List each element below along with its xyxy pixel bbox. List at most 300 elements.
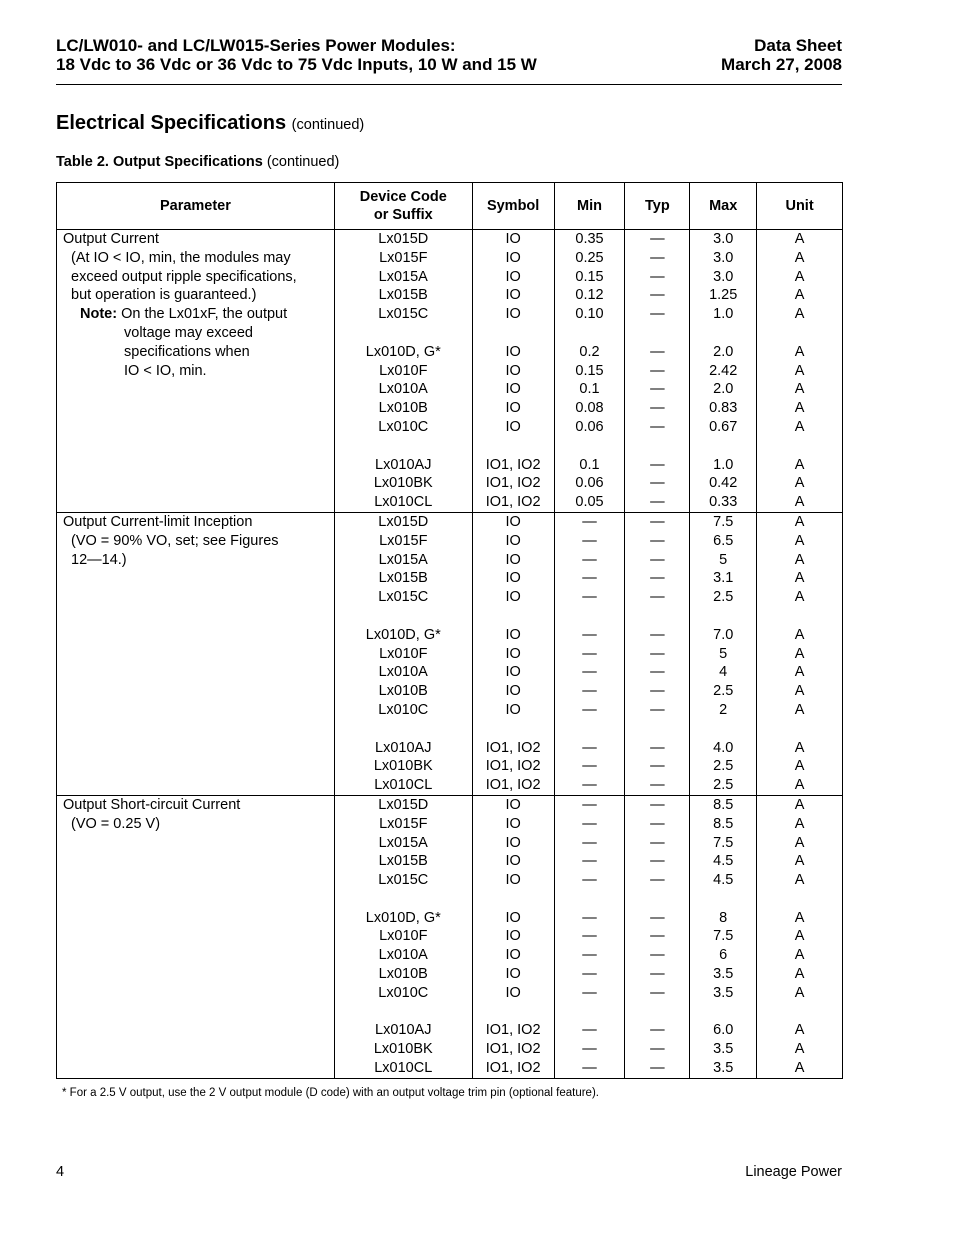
min-value: —: [582, 701, 597, 718]
min-value: 0.35: [575, 231, 604, 247]
unit-value: A: [794, 947, 805, 964]
typ-value: —: [650, 796, 665, 813]
device-code-value: Lx010A: [378, 381, 428, 398]
parameter-line: Output Current: [63, 231, 159, 247]
parameter-cell: [57, 795, 335, 1078]
max-value: 7.0: [713, 626, 734, 643]
symbol-value: IO: [505, 815, 521, 832]
device-code-value: Lx010F: [379, 362, 428, 379]
blank-line: [335, 720, 472, 739]
typ-value: —: [650, 513, 665, 530]
table-caption-text: Table 2. Output Specifications: [56, 154, 263, 170]
col-header-device-line1: Device Code: [359, 189, 447, 205]
unit-value: A: [794, 777, 805, 794]
col-header-max: Max: [690, 183, 757, 230]
min-value: —: [582, 570, 597, 587]
min-value: 0.12: [575, 287, 604, 304]
max-value: 3.1: [713, 570, 734, 587]
symbol-value: IO: [505, 589, 521, 606]
typ-value: —: [650, 683, 665, 700]
typ-value: —: [650, 1060, 665, 1077]
blank-line: [473, 720, 554, 739]
unit-value: A: [794, 815, 805, 832]
typ-value: —: [650, 928, 665, 945]
unit-value: A: [794, 287, 805, 304]
typ-value: —: [650, 626, 665, 643]
col-header-device-line2: or Suffix: [373, 207, 433, 223]
unit-value: A: [794, 231, 805, 247]
blank-line: [473, 1003, 554, 1022]
max-value: 4.5: [713, 853, 734, 870]
symbol-value: IO: [505, 418, 521, 435]
parameter-line: specifications when: [124, 343, 250, 360]
device-code-value: Lx010B: [378, 400, 428, 417]
symbol-value: IO: [505, 343, 521, 360]
unit-value: A: [794, 853, 805, 870]
blank-line: [625, 324, 689, 343]
unit-value: A: [794, 513, 805, 530]
max-value: 2.5: [713, 758, 734, 775]
symbol-value: IO: [505, 532, 521, 549]
symbol-value: IO: [505, 268, 521, 285]
min-value: 0.1: [579, 381, 600, 398]
min-value: —: [582, 551, 597, 568]
device-code-value: Lx015A: [378, 268, 428, 285]
spec-group-row: [57, 230, 843, 513]
device-code-value: Lx015F: [379, 532, 428, 549]
symbol-value: IO: [505, 287, 521, 304]
max-value: 3.0: [713, 249, 734, 266]
blank-line: [625, 437, 689, 456]
device-code-value: Lx015C: [378, 306, 429, 323]
typ-cell: [625, 512, 690, 795]
typ-value: —: [650, 381, 665, 398]
device-code-value: Lx010BK: [373, 475, 433, 492]
device-code-value: Lx010C: [378, 701, 429, 718]
blank-line: [625, 890, 689, 909]
symbol-value: IO: [505, 834, 521, 851]
device-code-value: Lx010AJ: [375, 1022, 432, 1039]
min-value: 0.2: [579, 343, 600, 360]
table-body: [57, 230, 843, 1079]
max-value: 3.5: [713, 966, 734, 983]
doc-date: March 27, 2008: [721, 55, 842, 74]
typ-value: —: [650, 343, 665, 360]
unit-value: A: [794, 532, 805, 549]
document-meta: [721, 36, 842, 74]
unit-value: A: [794, 909, 805, 926]
min-cell: [554, 230, 625, 513]
symbol-cell: [472, 512, 554, 795]
symbol-value: IO: [505, 966, 521, 983]
typ-cell: [625, 795, 690, 1078]
min-value: 0.25: [575, 249, 604, 266]
unit-value: A: [794, 739, 805, 756]
device-code-value: Lx010B: [378, 966, 428, 983]
min-value: —: [582, 966, 597, 983]
unit-value: A: [794, 589, 805, 606]
col-header-min: Min: [554, 183, 625, 230]
unit-value: A: [794, 551, 805, 568]
typ-value: —: [650, 268, 665, 285]
symbol-value: IO: [505, 853, 521, 870]
unit-value: A: [794, 626, 805, 643]
typ-value: —: [650, 306, 665, 323]
device-code-value: Lx010BK: [373, 1041, 433, 1058]
min-value: 0.06: [575, 418, 604, 435]
unit-value: A: [794, 343, 805, 360]
parameter-line: voltage may exceed: [124, 324, 253, 341]
symbol-value: IO: [505, 249, 521, 266]
unit-value: A: [794, 758, 805, 775]
typ-value: —: [650, 400, 665, 417]
max-value: 2.5: [713, 777, 734, 794]
device-code-value: Lx010AJ: [375, 456, 432, 473]
symbol-value: IO: [505, 306, 521, 323]
device-code-value: Lx010C: [378, 418, 429, 435]
min-value: —: [582, 777, 597, 794]
max-value: 1.25: [709, 287, 738, 304]
blank-line: [757, 607, 842, 626]
blank-line: [335, 437, 472, 456]
symbol-value: IO: [505, 645, 521, 662]
symbol-value: IO: [505, 683, 521, 700]
symbol-value: IO: [505, 400, 521, 417]
blank-line: [555, 607, 625, 626]
typ-value: —: [650, 645, 665, 662]
col-header-symbol: Symbol: [472, 183, 554, 230]
footer-company: Lineage Power: [745, 1164, 842, 1180]
symbol-value: IO: [505, 984, 521, 1001]
min-value: —: [582, 796, 597, 813]
min-value: —: [582, 853, 597, 870]
min-value: —: [582, 664, 597, 681]
device-code-cell: [334, 795, 472, 1078]
min-value: —: [582, 739, 597, 756]
document-title: [56, 36, 537, 74]
max-value: 4.5: [713, 872, 734, 889]
symbol-value: IO: [505, 513, 521, 530]
max-value: 0.33: [709, 494, 738, 511]
blank-line: [473, 890, 554, 909]
blank-line: [690, 1003, 756, 1022]
symbol-value: IO: [505, 626, 521, 643]
device-code-value: Lx015A: [378, 551, 428, 568]
blank-line: [757, 890, 842, 909]
blank-line: [690, 890, 756, 909]
min-value: —: [582, 928, 597, 945]
symbol-value: IO: [505, 362, 521, 379]
symbol-value: IO: [505, 909, 521, 926]
symbol-value: IO1, IO2: [485, 1041, 541, 1058]
page-number: 4: [56, 1164, 65, 1180]
typ-value: —: [650, 815, 665, 832]
typ-value: —: [650, 758, 665, 775]
typ-value: —: [650, 475, 665, 492]
min-value: —: [582, 683, 597, 700]
max-value: 6: [719, 947, 728, 964]
blank-line: [473, 324, 554, 343]
symbol-cell: [472, 230, 554, 513]
device-code-value: Lx010AJ: [375, 739, 432, 756]
unit-value: A: [794, 701, 805, 718]
typ-value: —: [650, 739, 665, 756]
unit-value: A: [794, 834, 805, 851]
min-value: —: [582, 984, 597, 1001]
unit-value: A: [794, 1022, 805, 1039]
blank-line: [555, 890, 625, 909]
min-value: —: [582, 589, 597, 606]
max-value: 4: [719, 664, 728, 681]
min-value: —: [582, 645, 597, 662]
symbol-value: IO1, IO2: [485, 494, 541, 511]
table-caption-suffix: (continued): [266, 154, 340, 170]
max-value: 5: [719, 551, 728, 568]
parameter-line: Note: On the Lx01xF, the output: [80, 306, 288, 323]
parameter-line: IO < IO, min.: [124, 362, 207, 379]
max-value: 2.5: [713, 589, 734, 606]
max-value: 3.5: [713, 984, 734, 1001]
min-value: —: [582, 1060, 597, 1077]
blank-line: [757, 437, 842, 456]
max-value: 0.83: [709, 400, 738, 417]
typ-cell: [625, 230, 690, 513]
parameter-line: (VO = 90% VO, set; see Figures: [71, 532, 279, 549]
min-value: 0.08: [575, 400, 604, 417]
unit-value: A: [794, 664, 805, 681]
symbol-value: IO: [505, 796, 521, 813]
blank-line: [335, 890, 472, 909]
max-value: 7.5: [713, 928, 734, 945]
typ-value: —: [650, 494, 665, 511]
unit-value: A: [794, 1060, 805, 1077]
blank-line: [473, 437, 554, 456]
typ-value: —: [650, 872, 665, 889]
parameter-line: but operation is guaranteed.): [71, 287, 257, 304]
typ-value: —: [650, 551, 665, 568]
typ-value: —: [650, 1041, 665, 1058]
section-title-suffix: (continued): [291, 117, 365, 133]
max-value: 7.5: [713, 834, 734, 851]
symbol-value: IO1, IO2: [485, 758, 541, 775]
max-value: 5: [719, 645, 728, 662]
symbol-cell: [472, 795, 554, 1078]
parameter-line: 12—14.): [71, 551, 127, 568]
typ-value: —: [650, 984, 665, 1001]
device-code-value: Lx010F: [379, 645, 428, 662]
parameter-line: Output Short-circuit Current: [63, 796, 241, 813]
blank-line: [473, 607, 554, 626]
unit-value: A: [794, 249, 805, 266]
min-value: 0.05: [575, 494, 604, 511]
max-value: 4.0: [713, 739, 734, 756]
col-header-parameter: Parameter: [57, 183, 335, 230]
min-value: 0.15: [575, 268, 604, 285]
unit-value: A: [794, 928, 805, 945]
blank-line: [690, 607, 756, 626]
min-value: —: [582, 872, 597, 889]
doc-type: Data Sheet: [754, 36, 842, 55]
min-value: —: [582, 947, 597, 964]
unit-value: A: [794, 456, 805, 473]
device-code-value: Lx010CL: [374, 494, 433, 511]
device-code-value: Lx015F: [379, 249, 428, 266]
symbol-value: IO: [505, 928, 521, 945]
unit-value: A: [794, 381, 805, 398]
max-value: 0.67: [709, 418, 738, 435]
device-code-value: Lx010D, G*: [365, 626, 441, 643]
max-value: 2.0: [713, 343, 734, 360]
min-value: —: [582, 532, 597, 549]
parameter-line: (VO = 0.25 V): [71, 815, 161, 832]
unit-value: A: [794, 966, 805, 983]
parameter-line: (At IO < IO, min, the modules may: [71, 249, 291, 266]
blank-line: [335, 1003, 472, 1022]
device-code-cell: [334, 512, 472, 795]
typ-value: —: [650, 664, 665, 681]
symbol-value: IO: [505, 231, 521, 247]
symbol-value: IO1, IO2: [485, 1022, 541, 1039]
min-value: —: [582, 815, 597, 832]
section-title-text: Electrical Specifications: [56, 112, 287, 134]
unit-value: A: [794, 475, 805, 492]
device-code-value: Lx015D: [378, 796, 429, 813]
title-line-2: 18 Vdc to 36 Vdc or 36 Vdc to 75 Vdc Inputs, 10 W and 15 W: [56, 55, 537, 74]
col-header-typ: Typ: [625, 183, 690, 230]
table-caption: [56, 154, 339, 170]
symbol-value: IO: [505, 947, 521, 964]
device-code-value: Lx015C: [378, 589, 429, 606]
symbol-value: IO: [505, 872, 521, 889]
blank-line: [555, 437, 625, 456]
max-value: 8.5: [713, 796, 734, 813]
max-value: 0.42: [709, 475, 738, 492]
device-code-value: Lx010CL: [374, 777, 433, 794]
typ-value: —: [650, 947, 665, 964]
max-value: 2.5: [713, 683, 734, 700]
unit-value: A: [794, 872, 805, 889]
typ-value: —: [650, 853, 665, 870]
symbol-value: IO1, IO2: [485, 739, 541, 756]
typ-value: —: [650, 701, 665, 718]
unit-cell: [757, 230, 843, 513]
device-code-value: Lx015B: [378, 570, 428, 587]
typ-value: —: [650, 909, 665, 926]
col-header-unit: Unit: [757, 183, 843, 230]
title-line-1: LC/LW010- and LC/LW015-Series Power Modules:: [56, 36, 456, 55]
device-code-value: Lx015B: [378, 853, 428, 870]
device-code-value: Lx010A: [378, 664, 428, 681]
device-code-value: Lx010BK: [373, 758, 433, 775]
unit-value: A: [794, 984, 805, 1001]
typ-value: —: [650, 966, 665, 983]
blank-line: [555, 1003, 625, 1022]
symbol-value: IO: [505, 570, 521, 587]
device-code-value: Lx015B: [378, 287, 428, 304]
unit-cell: [757, 795, 843, 1078]
min-value: —: [582, 513, 597, 530]
typ-value: —: [650, 777, 665, 794]
typ-value: —: [650, 362, 665, 379]
unit-value: A: [794, 683, 805, 700]
unit-value: A: [794, 306, 805, 323]
max-value: 1.0: [713, 306, 734, 323]
min-value: —: [582, 1022, 597, 1039]
typ-value: —: [650, 231, 665, 247]
unit-value: A: [794, 418, 805, 435]
section-heading: [56, 112, 364, 135]
typ-value: —: [650, 456, 665, 473]
min-value: 0.06: [575, 475, 604, 492]
typ-value: —: [650, 570, 665, 587]
parameter-cell: [57, 512, 335, 795]
device-code-value: Lx015C: [378, 872, 429, 889]
min-value: —: [582, 834, 597, 851]
unit-value: A: [794, 400, 805, 417]
blank-line: [555, 324, 625, 343]
max-value: 2.42: [709, 362, 738, 379]
parameter-line: Output Current-limit Inception: [63, 513, 253, 530]
blank-line: [625, 607, 689, 626]
typ-value: —: [650, 1022, 665, 1039]
device-code-value: Lx010C: [378, 984, 429, 1001]
max-value: 3.5: [713, 1060, 734, 1077]
max-value: 3.0: [713, 231, 734, 247]
unit-value: A: [794, 362, 805, 379]
blank-line: [757, 1003, 842, 1022]
device-code-value: Lx015D: [378, 513, 429, 530]
max-value: 8.5: [713, 815, 734, 832]
max-cell: [690, 230, 757, 513]
device-code-value: Lx010D, G*: [365, 343, 441, 360]
unit-value: A: [794, 645, 805, 662]
min-cell: [554, 512, 625, 795]
page-header: [56, 36, 842, 85]
min-value: —: [582, 909, 597, 926]
output-specifications-table: [56, 182, 843, 1079]
blank-line: [335, 607, 472, 626]
max-cell: [690, 795, 757, 1078]
device-code-cell: [334, 230, 472, 513]
symbol-value: IO: [505, 701, 521, 718]
footnote: * For a 2.5 V output, use the 2 V output module (D code) with an output voltage trim pin (optional feature).: [62, 1087, 599, 1099]
blank-line: [690, 324, 756, 343]
device-code-value: Lx010A: [378, 947, 428, 964]
symbol-value: IO: [505, 551, 521, 568]
blank-line: [625, 720, 689, 739]
blank-line: [757, 720, 842, 739]
typ-value: —: [650, 834, 665, 851]
max-value: 2: [719, 701, 728, 718]
min-cell: [554, 795, 625, 1078]
unit-value: A: [794, 268, 805, 285]
typ-value: —: [650, 418, 665, 435]
blank-line: [555, 720, 625, 739]
col-header-device-code: [334, 183, 472, 230]
symbol-value: IO: [505, 381, 521, 398]
typ-value: —: [650, 589, 665, 606]
symbol-value: IO: [505, 664, 521, 681]
device-code-value: Lx010B: [378, 683, 428, 700]
min-value: —: [582, 1041, 597, 1058]
min-value: 0.10: [575, 306, 604, 323]
blank-line: [625, 1003, 689, 1022]
table-header-row: [57, 183, 843, 230]
typ-value: —: [650, 532, 665, 549]
max-value: 7.5: [713, 513, 734, 530]
min-value: —: [582, 626, 597, 643]
typ-value: —: [650, 287, 665, 304]
